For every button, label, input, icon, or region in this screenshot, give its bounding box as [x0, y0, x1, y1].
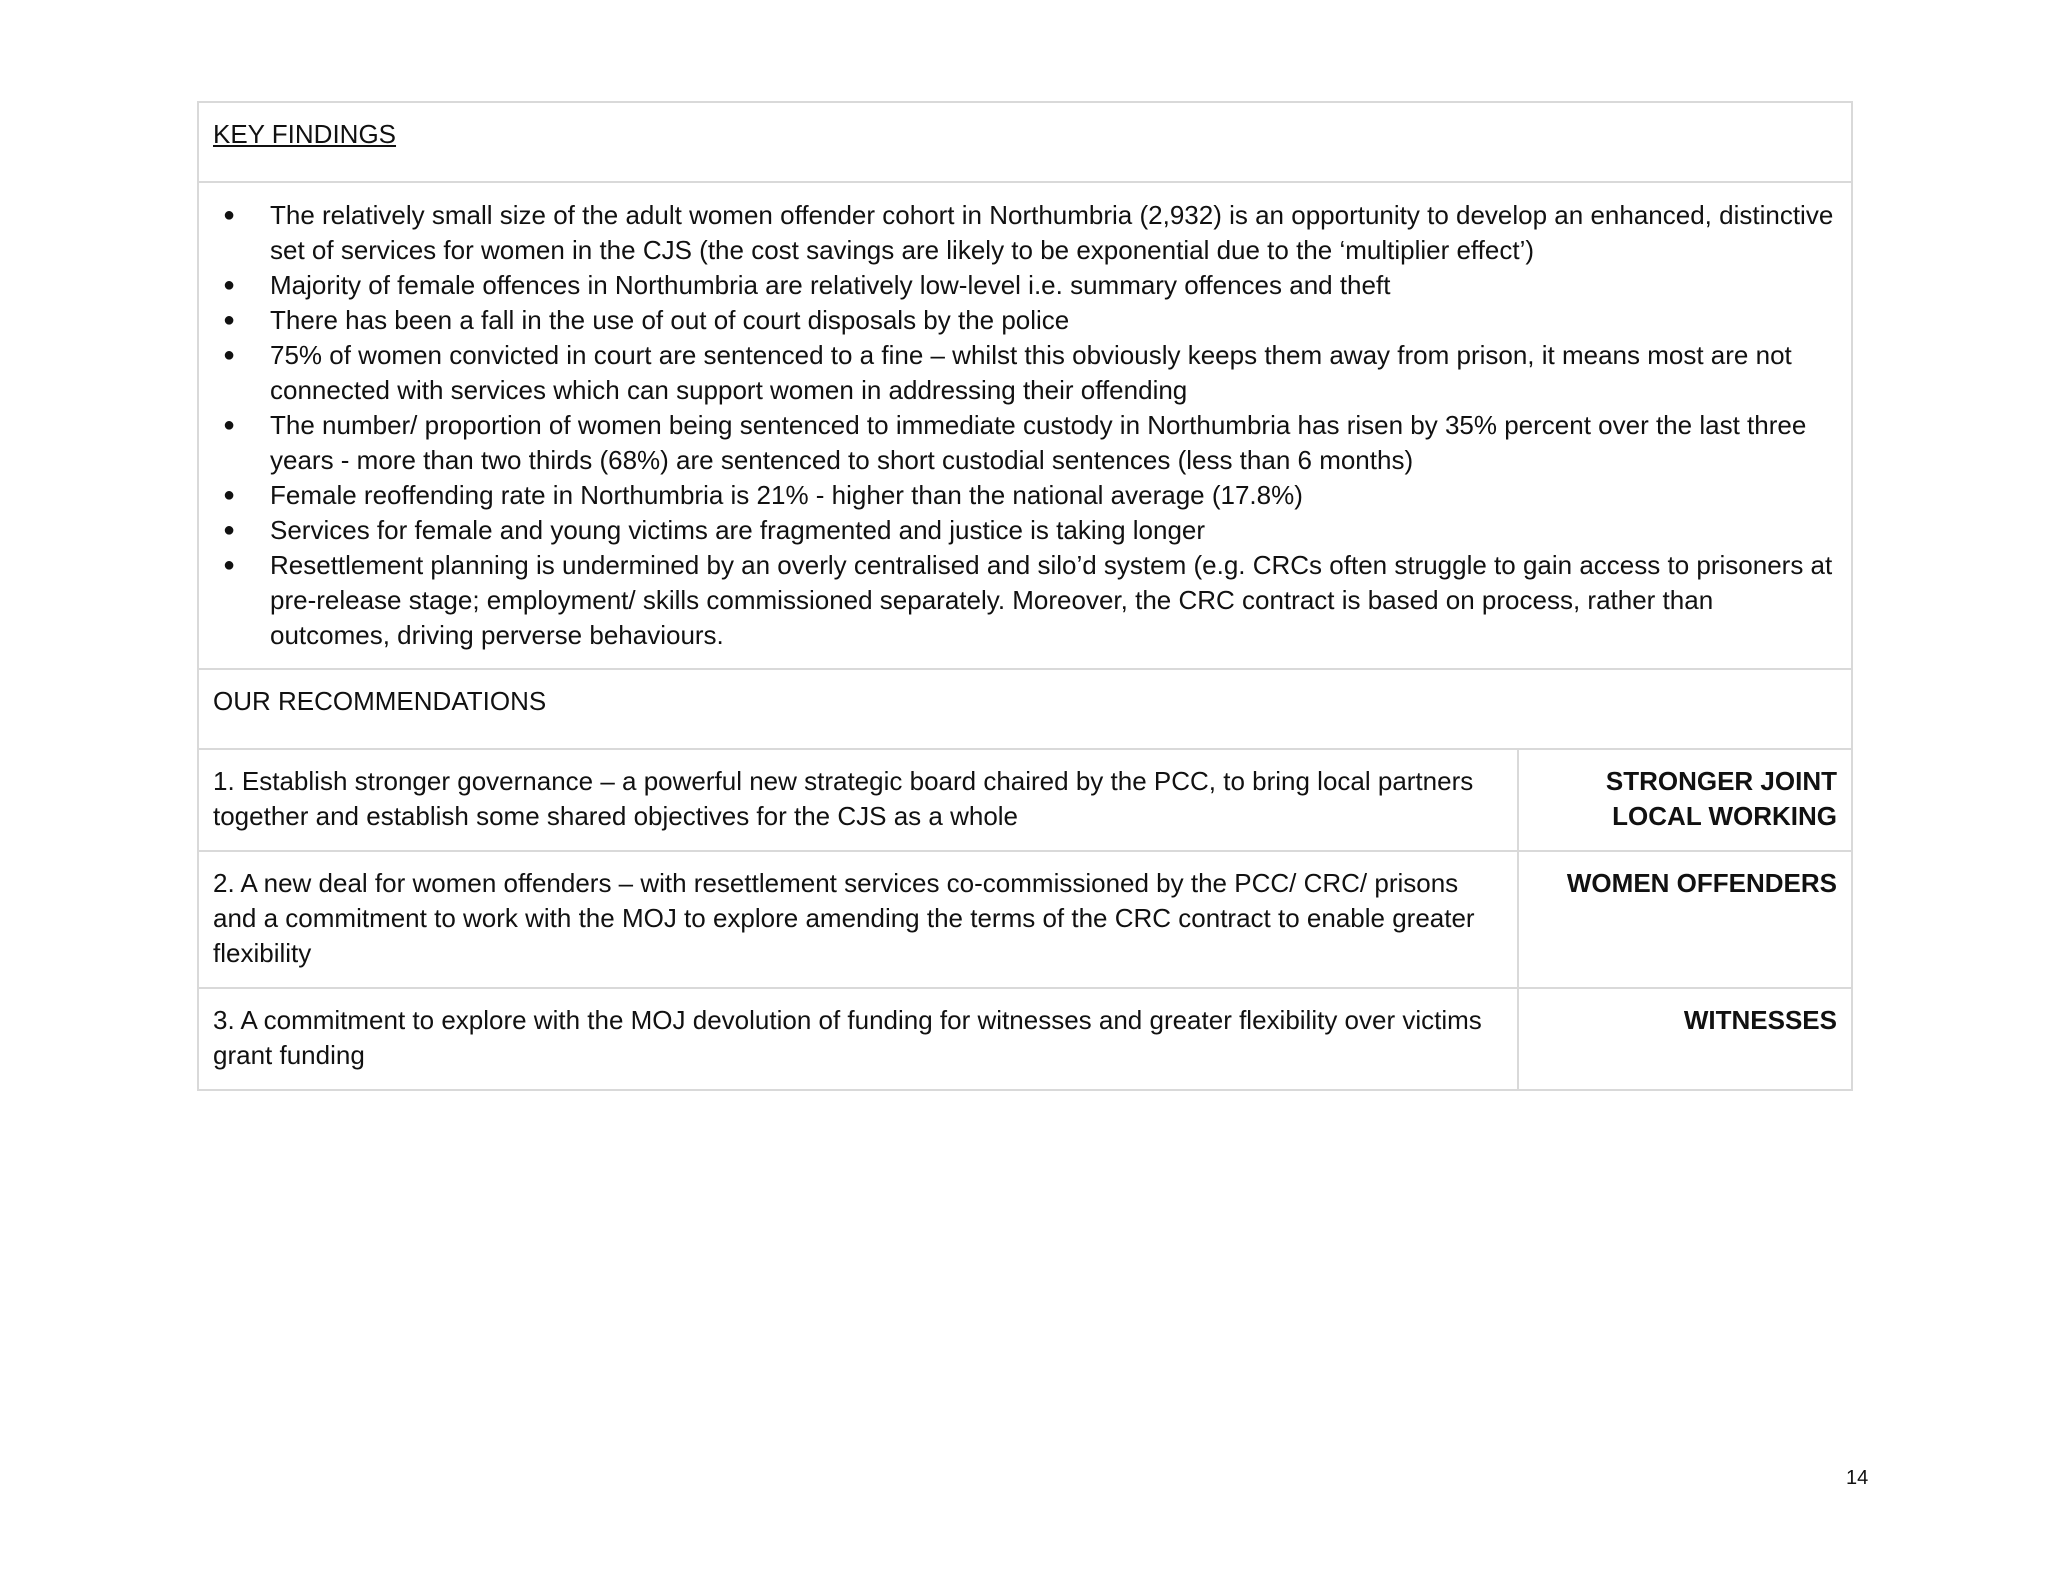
- recommendations-header-cell: [198, 669, 1852, 749]
- recommendation-text: 1. Establish stronger governance – a powerful new strategic board chaired by the PCC, to bring local partners together and establish some shared objectives for the CJS as a whole: [198, 749, 1518, 851]
- bullet-icon: ●: [223, 204, 236, 226]
- key-finding-item: [213, 408, 1837, 478]
- recommendations-heading: OUR RECOMMENDATIONS: [213, 686, 547, 716]
- bullet-icon: ●: [223, 554, 236, 576]
- key-findings-heading: KEY FINDINGS: [213, 119, 397, 149]
- key-finding-item: [213, 478, 1837, 513]
- recommendations-header-row: [198, 669, 1852, 749]
- key-finding-text: The number/ proportion of women being sentenced to immediate custody in Northumbria has risen by 35% percent over the last three years - more than two thirds (68%) are sentenced to short custodial sentences (less than 6 months): [270, 410, 1807, 475]
- recommendation-row: [198, 851, 1852, 988]
- key-finding-text: Services for female and young victims are fragmented and justice is taking longer: [270, 515, 1206, 545]
- bullet-icon: ●: [223, 414, 236, 436]
- recommendation-tag: [1518, 851, 1852, 988]
- key-finding-item: [213, 513, 1837, 548]
- key-finding-text: Majority of female offences in Northumbria are relatively low-level i.e. summary offences and theft: [270, 270, 1391, 300]
- findings-recommendations-table: [197, 101, 1853, 1091]
- key-finding-text: Female reoffending rate in Northumbria is 21% - higher than the national average (17.8%): [270, 480, 1303, 510]
- key-findings-list: [213, 198, 1837, 653]
- recommendation-text: 2. A new deal for women offenders – with resettlement services co-commissioned by the PCC/ CRC/ prisons and a commitment to work with the MOJ to explore amending the terms of the CRC contract to enable greater flexibility: [198, 851, 1518, 988]
- recommendation-tag-line: STRONGER JOINT: [1605, 766, 1837, 796]
- key-finding-item: [213, 198, 1837, 268]
- key-findings-header-cell: [198, 102, 1852, 182]
- recommendation-tag: [1518, 749, 1852, 851]
- recommendation-tag: [1518, 988, 1852, 1090]
- key-finding-item: [213, 338, 1837, 408]
- recommendation-tag-line: LOCAL WORKING: [1612, 801, 1837, 831]
- key-finding-item: [213, 548, 1837, 653]
- bullet-icon: ●: [223, 519, 236, 541]
- key-finding-text: 75% of women convicted in court are sentenced to a fine – whilst this obviously keeps them away from prison, it means most are not connected with services which can support women in addressing their offending: [270, 340, 1792, 405]
- recommendation-tag-line: WOMEN OFFENDERS: [1566, 868, 1837, 898]
- key-findings-cell: [198, 182, 1852, 669]
- bullet-icon: ●: [223, 344, 236, 366]
- key-finding-item: [213, 268, 1837, 303]
- key-finding-text: The relatively small size of the adult women offender cohort in Northumbria (2,932) is an opportunity to develop an enhanced, distinctive set of services for women in the CJS (the cost savings are likely to be exponential due to the ‘multiplier effect’): [270, 200, 1834, 265]
- bullet-icon: ●: [223, 484, 236, 506]
- key-finding-item: [213, 303, 1837, 338]
- recommendation-row: [198, 988, 1852, 1090]
- key-finding-text: There has been a fall in the use of out of court disposals by the police: [270, 305, 1070, 335]
- bullet-icon: ●: [223, 309, 236, 331]
- key-finding-text: Resettlement planning is undermined by an overly centralised and silo’d system (e.g. CRCs often struggle to gain access to prisoners at pre-release stage; employment/ skills commissioned separately. Moreover, the CRC contract is based on process, rather than outcomes, driving perverse behaviours.: [270, 550, 1833, 650]
- page-number: 14: [1846, 1467, 1869, 1489]
- recommendation-text: 3. A commitment to explore with the MOJ devolution of funding for witnesses and greater flexibility over victims grant funding: [198, 988, 1518, 1090]
- key-findings-row: [198, 182, 1852, 669]
- recommendation-row: [198, 749, 1852, 851]
- recommendation-tag-line: WITNESSES: [1683, 1005, 1837, 1035]
- bullet-icon: ●: [223, 274, 236, 296]
- key-findings-header-row: [198, 102, 1852, 182]
